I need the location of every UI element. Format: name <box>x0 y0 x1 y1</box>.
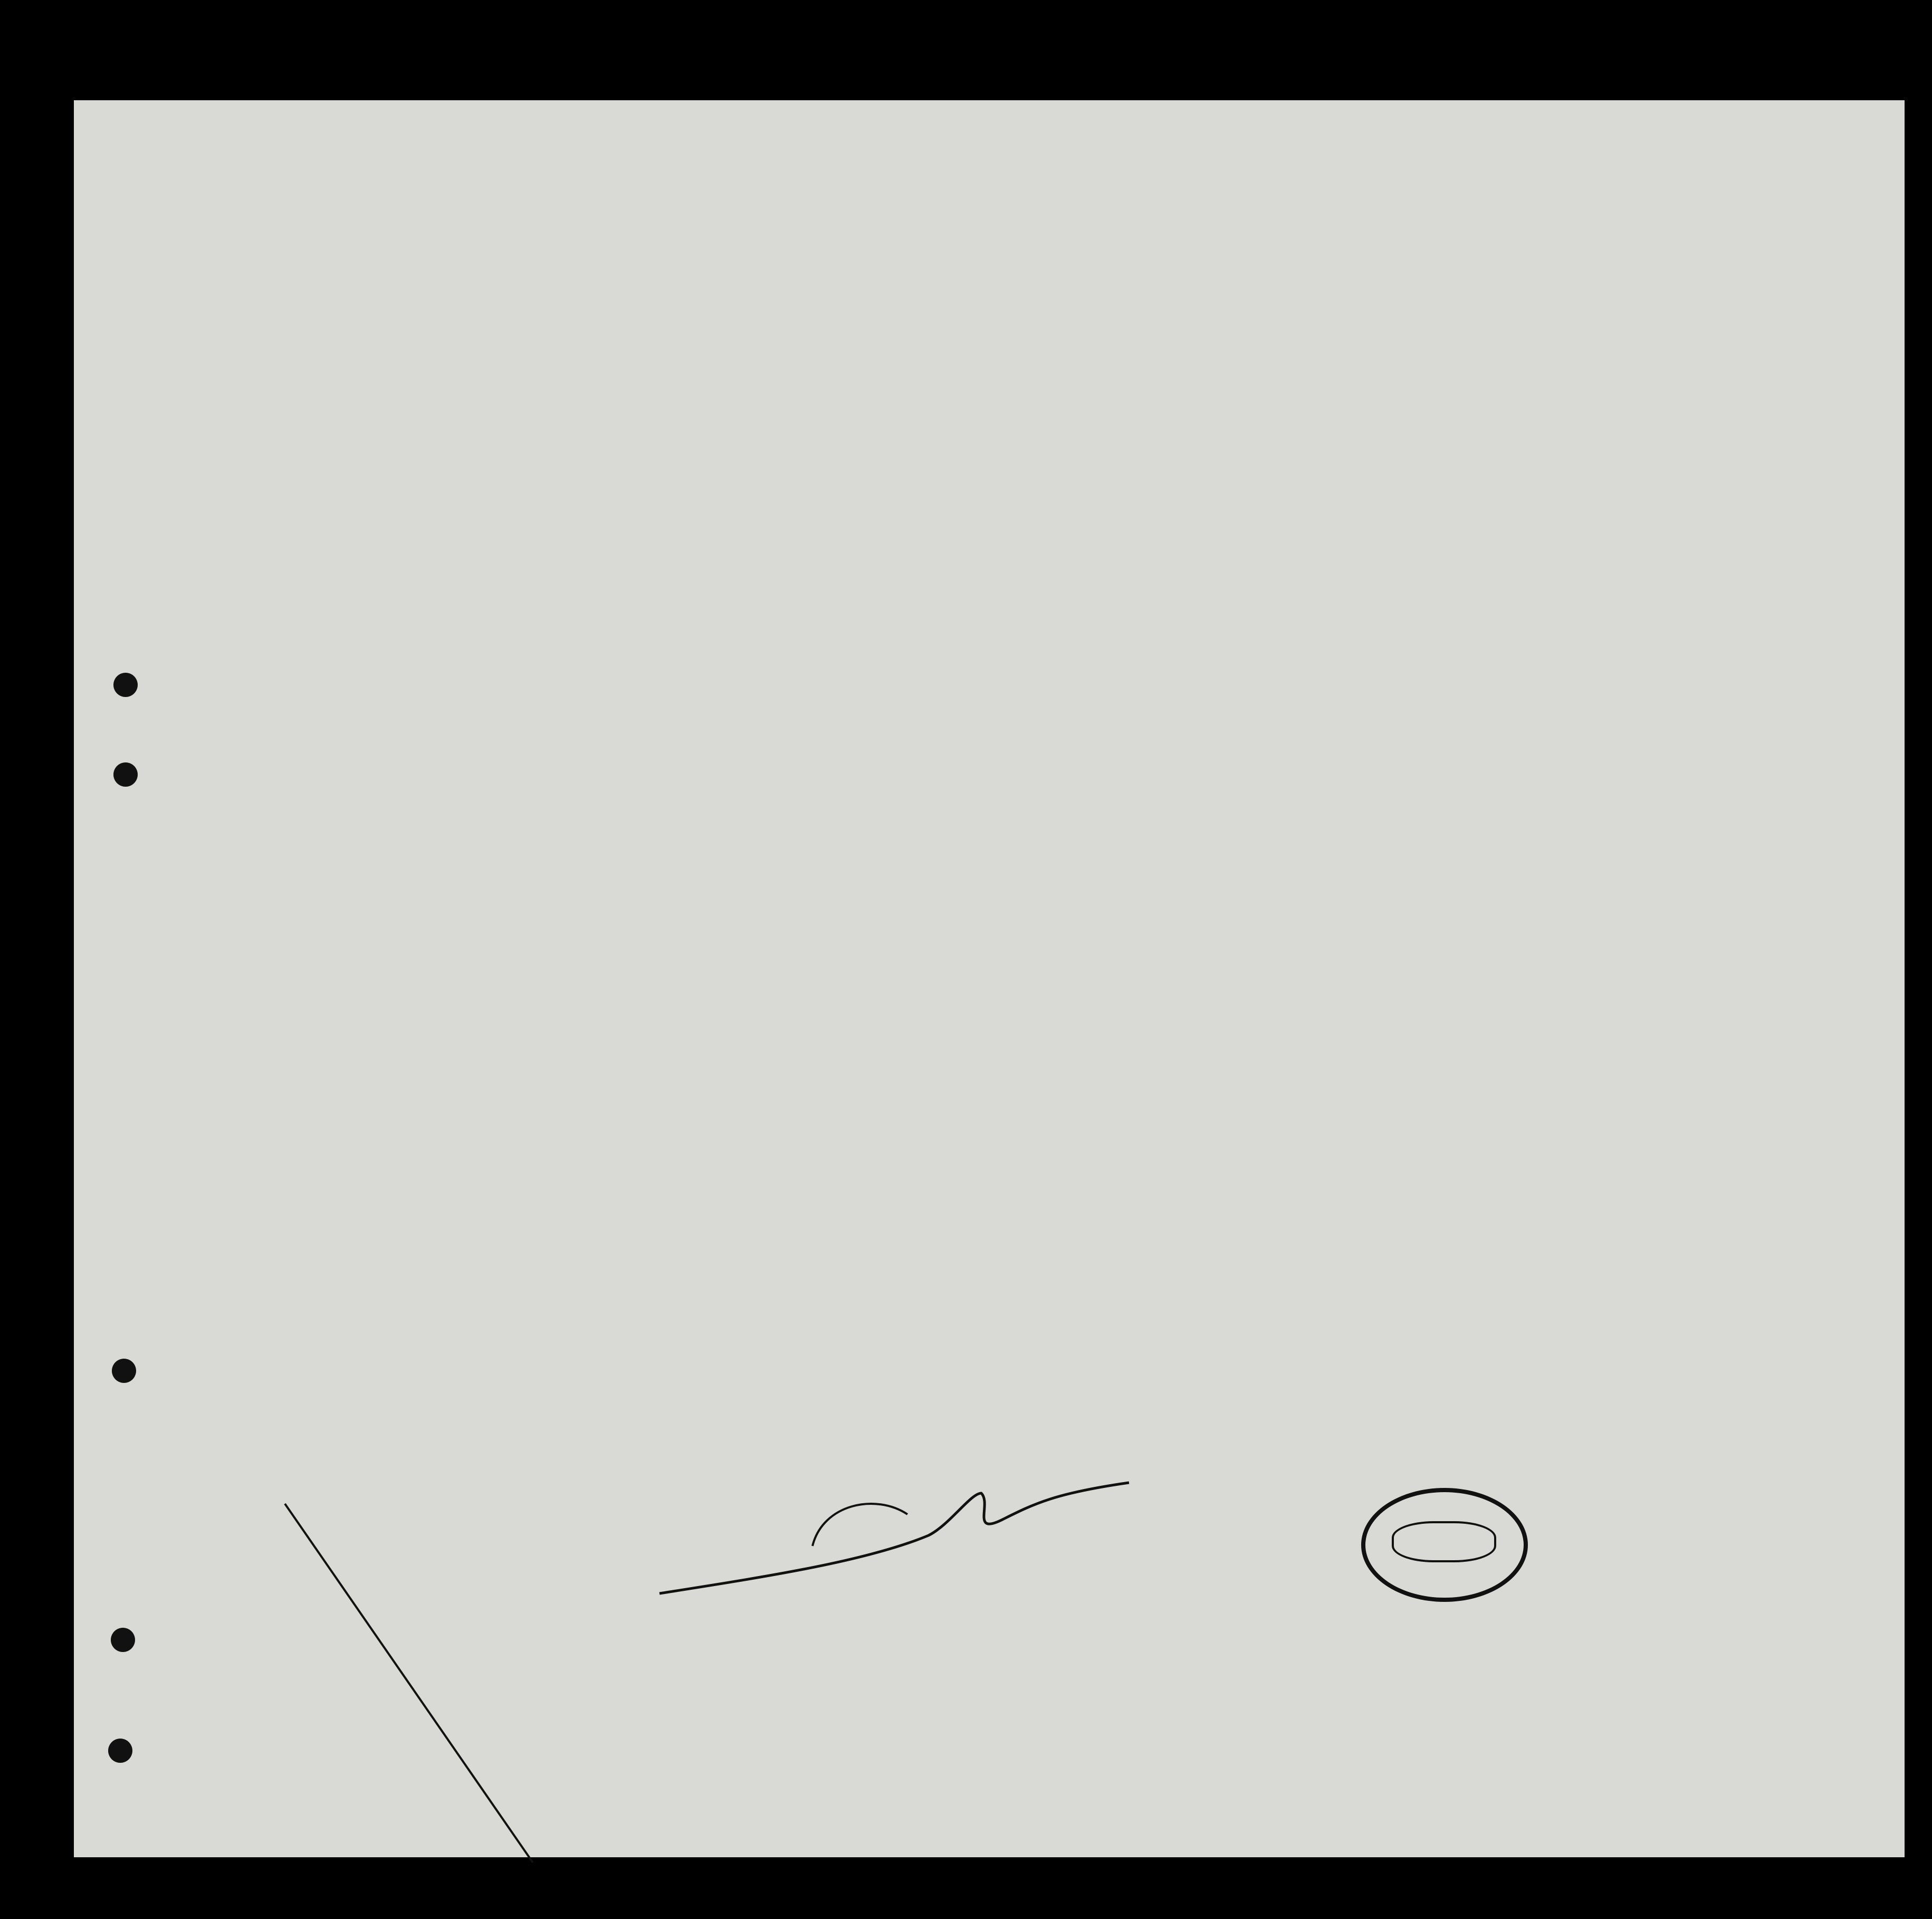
punch-hole <box>112 1359 136 1383</box>
mm-office-stamp <box>1361 1488 1528 1602</box>
punch-hole <box>111 1628 135 1652</box>
punch-hole <box>113 762 138 787</box>
inspector-signature <box>654 1472 1155 1609</box>
void-line <box>280 1498 543 1868</box>
punch-hole <box>108 1739 132 1763</box>
stamp-date <box>1392 1521 1496 1562</box>
punch-hole <box>113 673 138 697</box>
manifest-sheet <box>74 100 1905 1857</box>
